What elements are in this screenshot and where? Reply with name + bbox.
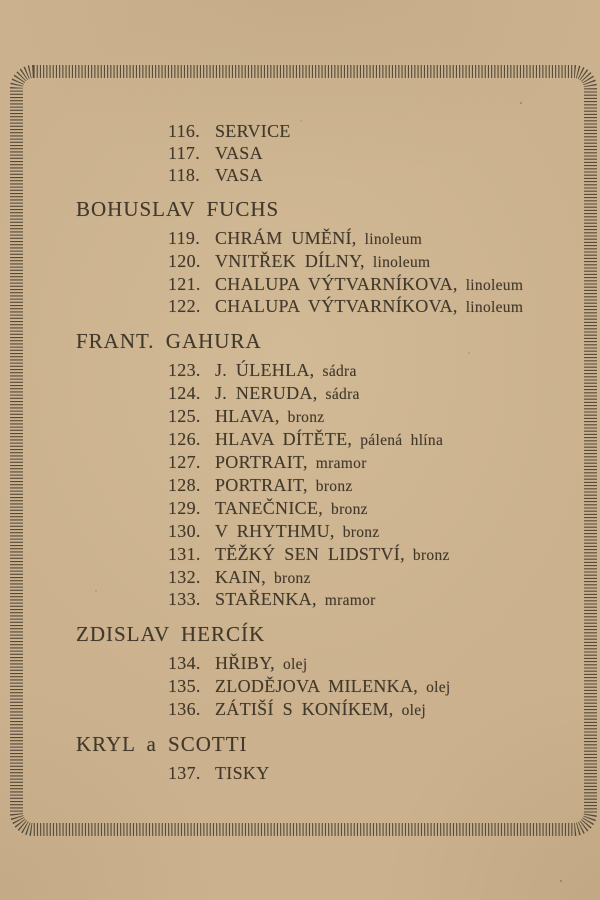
entry-number: 116. xyxy=(168,121,201,141)
entry-title: TISKY xyxy=(215,763,270,784)
entry-title: J. ÚLEHLA, xyxy=(215,360,315,381)
entry-medium: linoleum xyxy=(465,276,524,294)
catalog-entry xyxy=(0,228,600,251)
entry-medium: pálená hlína xyxy=(360,432,444,450)
catalog-entry xyxy=(0,274,600,297)
entry-title: PORTRAIT, xyxy=(215,474,308,495)
catalog-entry xyxy=(0,567,600,590)
entry-number: 123. xyxy=(168,360,201,381)
entry-medium: sádra xyxy=(322,363,357,381)
artist-heading: FRANT. GAHURA xyxy=(76,329,262,354)
artist-heading: KRYL a SCOTTI xyxy=(76,732,248,757)
entry-medium: mramor xyxy=(324,592,376,610)
catalog-entry xyxy=(0,653,600,676)
entry-medium: bronz xyxy=(315,477,353,495)
catalog-entry xyxy=(0,452,600,475)
entry-number: 118. xyxy=(168,164,201,185)
catalog-entry xyxy=(0,589,600,612)
entry-number: 130. xyxy=(168,520,201,541)
entry-title: STAŘENKA, xyxy=(215,589,317,610)
entry-title: HLAVA DÍTĚTE, xyxy=(215,429,353,450)
catalog-entry xyxy=(0,296,600,319)
entry-title: PORTRAIT, xyxy=(215,451,308,472)
entry-medium: bronz xyxy=(287,409,325,427)
entry-medium: olej xyxy=(282,656,308,674)
catalog-entry xyxy=(0,406,600,429)
catalog-entry xyxy=(0,143,600,165)
catalog-section xyxy=(0,329,600,612)
catalog-entry xyxy=(0,251,600,274)
catalog-entry xyxy=(0,475,600,498)
entry-title: SERVICE xyxy=(215,121,291,141)
entry-number: 133. xyxy=(168,589,201,610)
artist-heading: ZDISLAV HERCÍK xyxy=(76,622,266,647)
entry-medium: bronz xyxy=(274,569,311,587)
entry-number: 134. xyxy=(168,653,201,674)
entry-number: 131. xyxy=(168,543,201,564)
artist-heading: BOHUSLAV FUCHS xyxy=(76,196,280,221)
entry-number: 119. xyxy=(168,227,201,248)
entry-number: 122. xyxy=(168,296,201,317)
catalog-entry xyxy=(0,121,600,143)
entry-title: J. NERUDA, xyxy=(215,383,318,404)
entry-title: TANEČNICE, xyxy=(215,497,324,518)
entry-number: 135. xyxy=(168,676,201,697)
entry-title: ZÁTIŠÍ S KONÍKEM, xyxy=(215,699,394,720)
entry-number: 124. xyxy=(168,383,201,404)
entry-number: 132. xyxy=(168,566,201,587)
entry-medium: olej xyxy=(426,679,451,697)
catalog-section xyxy=(0,622,600,722)
entry-number: 120. xyxy=(168,250,201,271)
catalog-entry xyxy=(0,676,600,699)
entry-title: V RHYTHMU, xyxy=(215,520,335,541)
entry-number: 126. xyxy=(168,429,201,450)
entry-medium: sádra xyxy=(325,386,360,404)
catalog-section xyxy=(0,121,600,187)
catalog-entry xyxy=(0,360,600,383)
catalog-section xyxy=(0,197,600,320)
catalog-list xyxy=(0,121,600,785)
entry-title: HLAVA, xyxy=(215,406,280,427)
catalog-entry xyxy=(0,699,600,722)
entry-number: 137. xyxy=(168,763,201,784)
entry-title: TĚŽKÝ SEN LIDSTVÍ, xyxy=(215,543,405,564)
entry-medium: bronz xyxy=(412,546,450,564)
entry-medium: bronz xyxy=(342,523,380,541)
entry-number: 136. xyxy=(168,699,201,720)
entry-title: CHALUPA VÝTVARNÍKOVA, xyxy=(215,273,458,294)
entry-number: 121. xyxy=(168,273,201,294)
entry-title: VNITŘEK DÍLNY, xyxy=(215,250,365,271)
catalog-entry xyxy=(0,165,600,187)
catalog-entry xyxy=(0,544,600,567)
catalog-entry xyxy=(0,763,600,785)
entry-medium: olej xyxy=(401,702,427,720)
entry-title: ZLODĚJOVA MILENKA, xyxy=(215,676,419,697)
entry-title: KAIN, xyxy=(215,566,266,587)
entry-number: 128. xyxy=(168,474,201,495)
entry-title: VASA xyxy=(215,142,263,163)
entry-title: CHALUPA VÝTVARNÍKOVA, xyxy=(215,296,458,317)
entry-medium: mramor xyxy=(315,454,367,472)
catalog-entry xyxy=(0,498,600,521)
catalog-entry xyxy=(0,521,600,544)
entry-medium: linoleum xyxy=(372,253,431,271)
entry-number: 127. xyxy=(168,451,201,472)
entry-title: VASA xyxy=(215,164,263,185)
entry-title: HŘIBY, xyxy=(215,653,275,674)
catalog-entry xyxy=(0,429,600,452)
entry-number: 125. xyxy=(168,406,201,427)
entry-medium: linoleum xyxy=(364,230,423,248)
entry-title: CHRÁM UMĚNÍ, xyxy=(215,227,357,248)
catalog-section xyxy=(0,732,600,785)
entry-medium: linoleum xyxy=(465,299,524,317)
entry-number: 129. xyxy=(168,497,201,518)
entry-number: 117. xyxy=(168,142,201,163)
catalog-entry xyxy=(0,383,600,406)
entry-medium: bronz xyxy=(331,500,368,518)
